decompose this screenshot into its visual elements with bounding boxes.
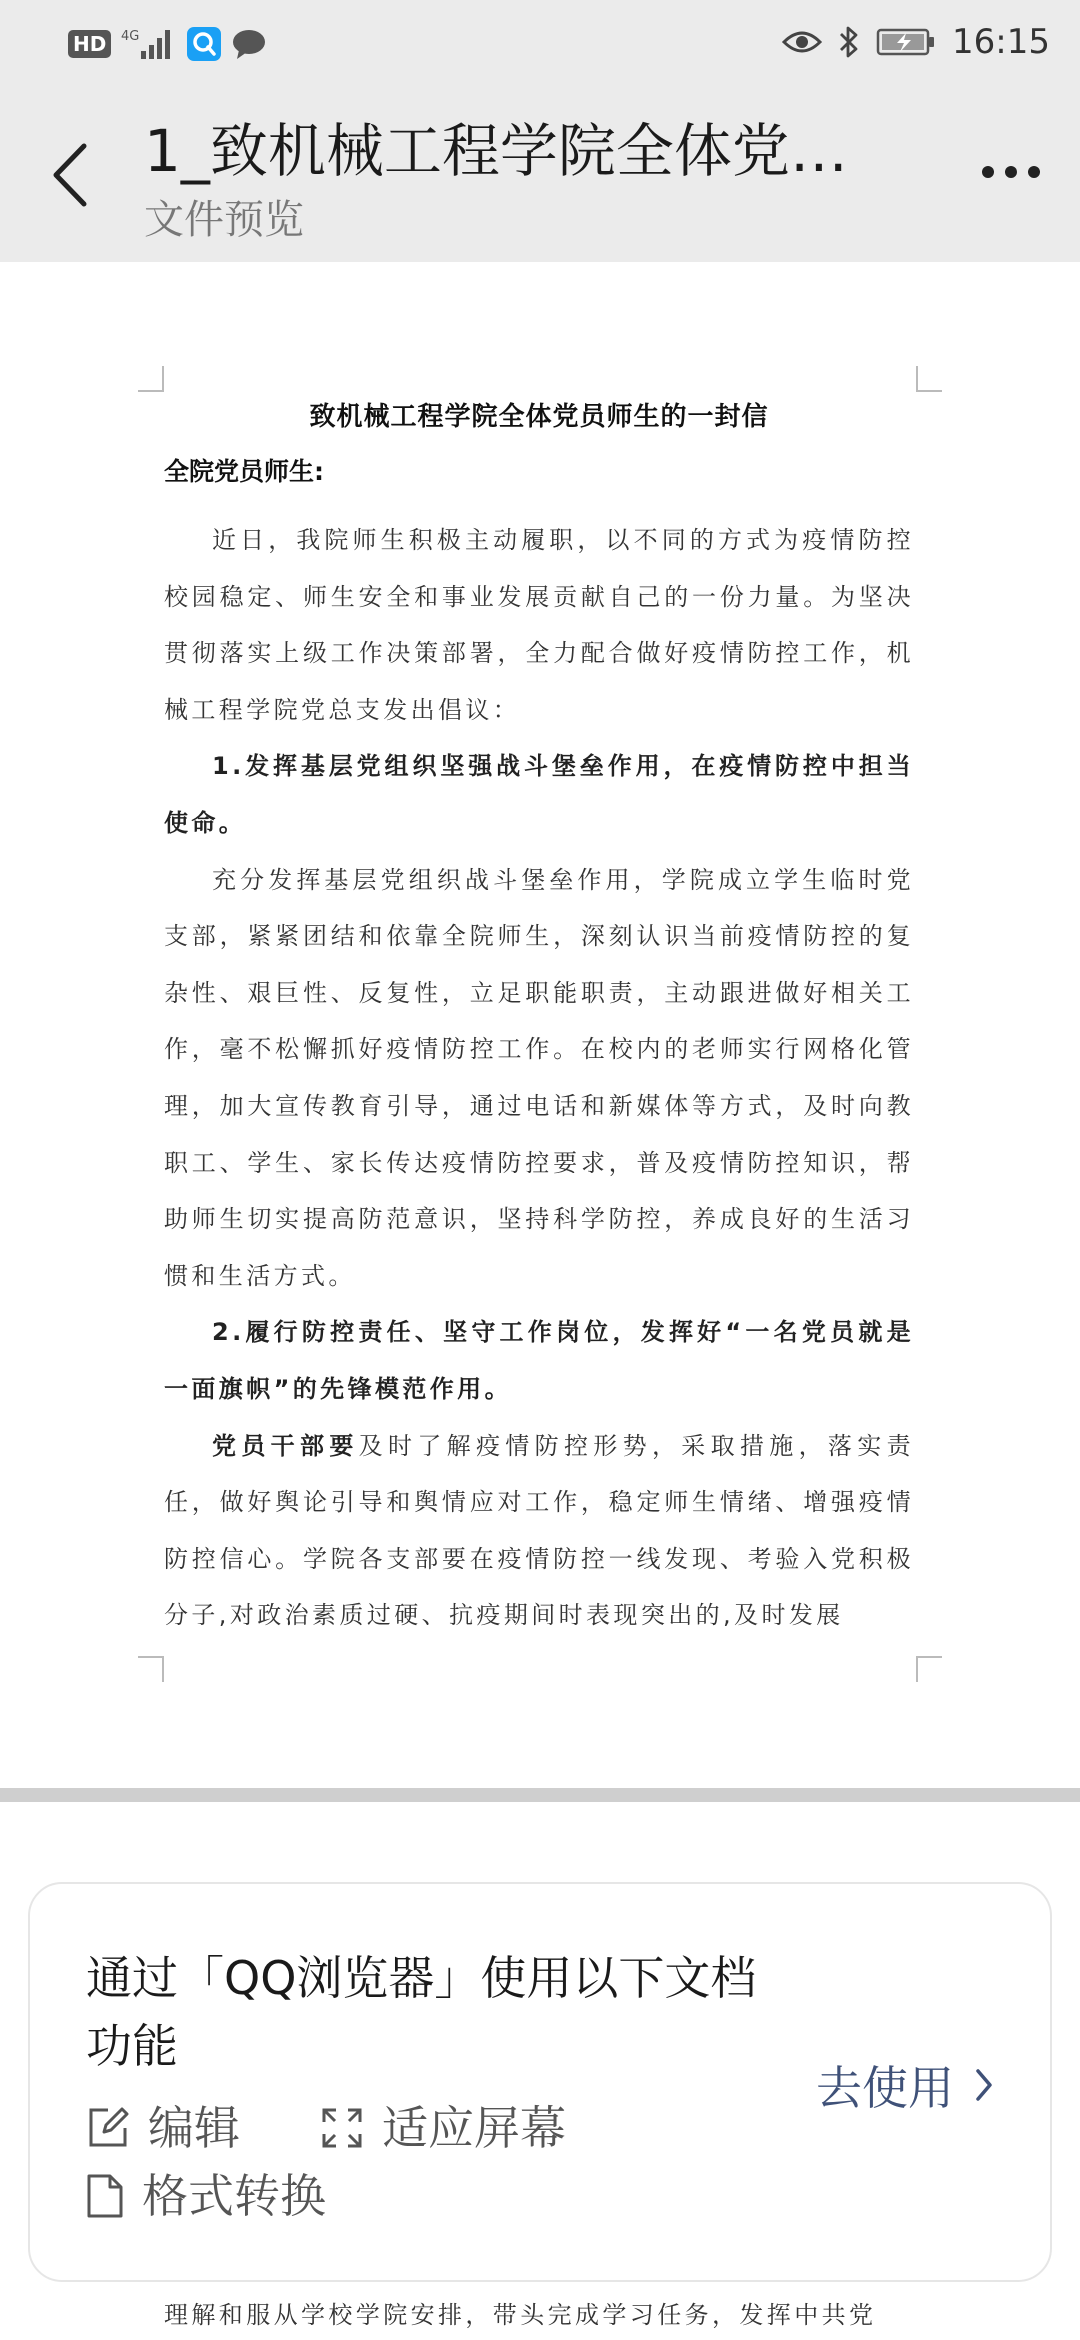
page-corner-mark [138,1656,164,1682]
section-heading-2: 2.履行防控责任、坚守工作岗位，发挥好“一名党员就是一面旗帜”的先锋模范作用。 [164,1318,914,1403]
go-use-button[interactable] [816,2052,994,2118]
document-icon [86,2173,124,2219]
document-title: 致机械工程学院全体党员师生的一封信 [309,402,769,432]
network-type-label: 4G [121,29,140,44]
status-bar [0,0,1080,90]
document-body [164,392,914,1644]
qq-browser-icon [187,27,221,61]
bluetooth-icon [838,25,860,59]
status-right [782,22,1050,62]
feature-fit-screen[interactable] [320,2098,566,2158]
clock: 16:15 [952,22,1050,62]
chevron-right-icon [974,2067,994,2103]
paragraph-section-2 [164,1418,914,1644]
title-bar [0,90,1080,262]
feature-edit-label: 编辑 [148,2101,240,2155]
document-preview[interactable] [0,262,1080,1782]
feature-format-convert[interactable] [86,2166,326,2226]
section-heading-1: 1.发挥基层党组织坚强战斗堡垒作用，在疫情防控中担当使命。 [164,752,914,837]
next-page-text: 理解和服从学校学院安排，带头完成学习任务，发挥中共党 [164,2301,877,2329]
more-options-icon[interactable] [982,166,1040,178]
eye-icon [782,27,822,57]
paragraph-section-2-text: 及时了解疫情防控形势，采取措施，落实责任，做好舆论引导和舆情应对工作，稳定师生情绪、增强疫情防控信心。学院各支部要在疫情防控一线发现、考验入党积极分子,对政治素质过硬、抗疫期间时表现突出的,及时发展 [164,1431,914,1630]
card-title: 通过「QQ浏览器」使用以下文档功能 [86,1951,757,2073]
fit-screen-icon [320,2106,364,2150]
paragraph-bold-lead: 党员干部要 [212,1431,359,1460]
page-title: 1_致机械工程学院全体党… [144,117,848,185]
back-arrow-icon[interactable] [48,140,92,210]
go-use-label: 去使用 [816,2061,954,2115]
status-left [68,27,267,61]
battery-icon [876,27,936,57]
message-icon [231,28,267,60]
hd-icon: HD [68,30,111,58]
page-divider [0,1788,1080,1802]
signal-icon [121,27,177,61]
page-corner-mark [916,366,942,392]
feature-edit[interactable] [86,2098,240,2158]
page-subtitle: 文件预览 [144,197,304,243]
qq-browser-card[interactable] [28,1882,1052,2282]
paragraph-section-1: 充分发挥基层党组织战斗堡垒作用，学院成立学生临时党支部，紧紧团结和依靠全院师生，深刻认识当前疫情防控的复杂性、艰巨性、反复性，立足职能职责，主动跟进做好相关工作，毫不松懈抓好疫情防控工作。在校内的老师实行网格化管理，加大宣传教育引导，通过电话和新媒体等方式，及时向教职工、学生、家长传达疫情防控要求，普及疫情防控知识，帮助师生切实提高防范意识，坚持科学防控，养成良好的生活习惯和生活方式。 [164,865,914,1290]
edit-icon [86,2106,130,2150]
document-salutation: 全院党员师生: [164,457,324,486]
paragraph-intro: 近日，我院师生积极主动履职，以不同的方式为疫情防控校园稳定、师生安全和事业发展贡献自己的一份力量。为坚决贯彻落实上级工作决策部署，全力配合做好疫情防控工作，机械工程学院党总支发出倡议： [164,526,914,724]
feature-format-convert-label: 格式转换 [142,2169,326,2223]
feature-fit-screen-label: 适应屏幕 [382,2101,566,2155]
page-corner-mark [138,366,164,392]
page-corner-mark [916,1656,942,1682]
